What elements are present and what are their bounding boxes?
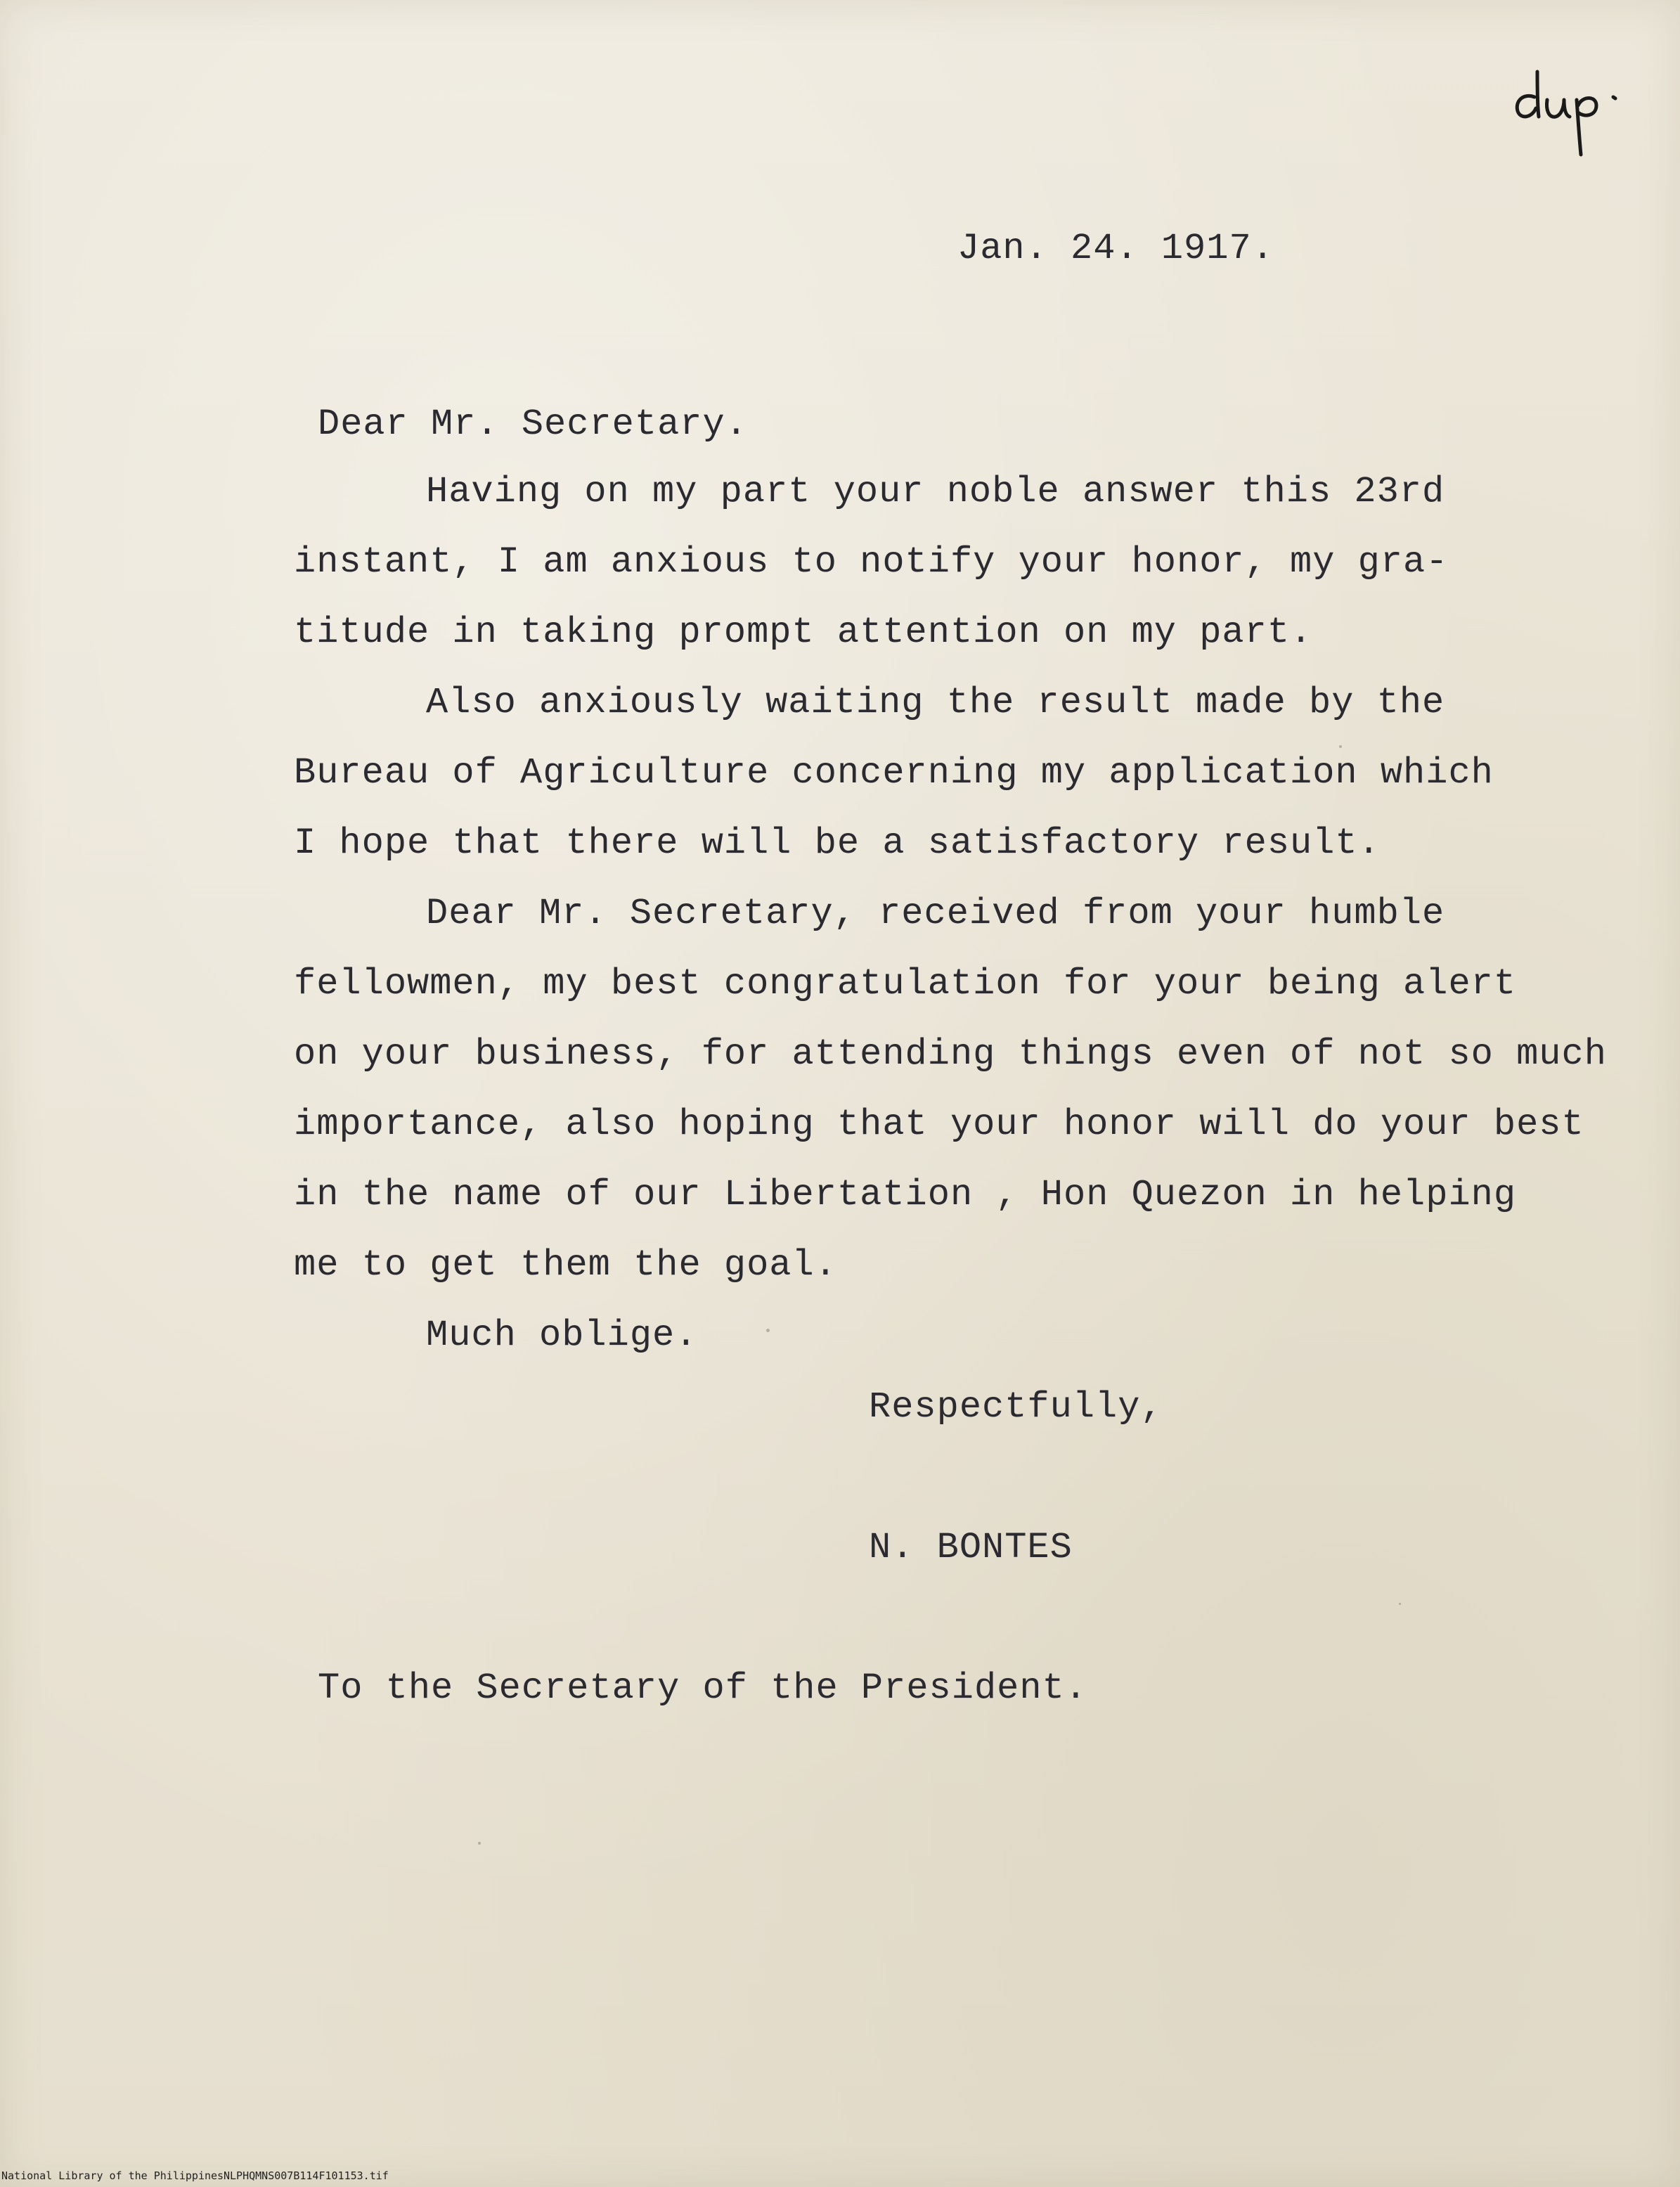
body-line: I hope that there will be a satisfactory result. [294,822,1381,864]
paper-speck [1399,1603,1401,1605]
body-line: Also anxiously waiting the result made by the [426,682,1445,723]
archive-file-id: NLPHQMNS007B114F101153.tif [224,2169,389,2182]
body-line: on your business, for attending things even of not so much [294,1033,1607,1075]
body-line: Having on my part your noble answer this 23rd [426,471,1445,512]
body-line: me to get them the goal. [294,1244,837,1286]
closing: Respectfully, [869,1386,1163,1428]
paper-speck [478,1842,481,1845]
archive-credit: National Library of the Philippines [1,2169,224,2182]
letter-body [294,471,1615,1388]
body-line: importance, also hoping that your honor will do your best [294,1104,1584,1145]
addressee-line: To the Secretary of the President. [318,1667,1087,1709]
body-line: in the name of our Libertation , Hon Quezon in helping [294,1174,1517,1215]
handwritten-dup-annotation [1508,56,1648,162]
signature-name: N. BONTES [869,1527,1073,1568]
body-line: titude in taking prompt attention on my part. [294,612,1313,653]
body-line: Much oblige. [426,1315,698,1356]
salutation: Dear Mr. Secretary. [318,404,748,445]
body-line: instant, I am anxious to notify your honor, my gra- [294,541,1449,583]
body-line: Bureau of Agriculture concerning my application which [294,752,1494,794]
letter-date: Jan. 24. 1917. [957,228,1274,269]
body-line: fellowmen, my best congratulation for your being alert [294,963,1517,1005]
body-line: Dear Mr. Secretary, received from your humble [426,893,1445,934]
